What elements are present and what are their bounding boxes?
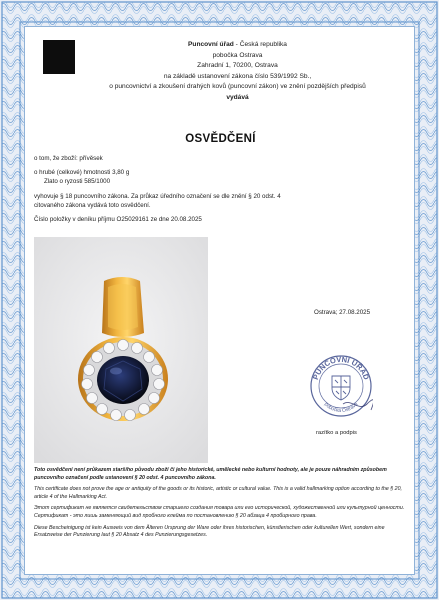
law-title: o puncovnictví a zkoušení drahých kovů (puncovní zákon) ve znění pozdějších předpisů (109, 83, 366, 91)
certificate-sheet (24, 26, 415, 575)
place-and-date: Ostrava; 27.08.2025 (314, 309, 371, 316)
certificate-body (34, 154, 404, 224)
office-name: Puncovní úřad (188, 41, 234, 48)
certificate-title: OSVĚDČENÍ (185, 133, 256, 145)
disclaimer-footer (34, 467, 406, 544)
disclaimer-ru: Этот сертификат не является свидетельством старшего создания товара или его исторической, художественной или культурной ценности. Сертификат - это лишь заменяющий вид пробного клейма по постановлению § 20 абзаца 4 пробирного права. (34, 505, 405, 519)
pendant-image (34, 237, 208, 463)
compliance-line-2: citovaného zákona vydává toto osvědčení. (34, 201, 151, 209)
disclaimer-en: This certificate does not prove the age or antiquity of the goods or its historic, artistic or cultural value. This is a valid hallmarking option according to the § 20, article 4 of the Hallmarking Act. (34, 486, 403, 500)
compliance-line-1: vyhovuje § 18 puncovního zákona. Za průkaz úředního označení se dle znění § 20 odst. 4 (34, 192, 281, 200)
goods-subject: o tom, že zboží: přívěsek (34, 155, 103, 162)
redacted-logo (43, 40, 75, 74)
header (85, 40, 390, 104)
stamp-top-text: PUNCOVNÍ ÚŘAD (310, 354, 372, 381)
header-office-line (85, 40, 390, 51)
goods-weight: o hrubé (celkové) hmotnosti 3,80 g (34, 169, 130, 177)
goods-material: Zlato o ryzosti 585/1000 (44, 178, 111, 186)
law-reference: na základě ustanovení zákona číslo 539/1992 Sb., (163, 72, 312, 80)
pendant-photo (34, 237, 208, 463)
stamp-label: razítko a podpis (316, 430, 357, 436)
disclaimer-de: Diese Bescheinigung ist kein Ausweis von dem Älteren Ursprung der Ware oder ihres historischen, künstlerischen oder kulturellen Wert, sondern eine Ersatzweise der Punzierung laut § 20 Absatz 4 des Punzierungsgesetzes. (34, 524, 385, 539)
office-address: Zahradní 1, 70200, Ostrava (197, 62, 278, 70)
disclaimer-cz: Toto osvědčení není průkazem staršího původu zboží či jeho historické, umělecké nebo kulturní hodnoty, ale je pouze náhradním způsobem puncovního označení podle ustanovení § 20 odst. 4 puncovního zákona. (34, 467, 387, 481)
branch-name: pobočka Ostrava (212, 51, 263, 59)
official-stamp (309, 354, 373, 418)
office-country: - Česká republika (233, 41, 287, 48)
stamp-bottom-text: pobočka Ostrava (322, 401, 360, 415)
coat-of-arms-icon (332, 376, 350, 400)
issues-label: vydává (226, 93, 249, 101)
log-entry: Číslo položky v deníku příjmu O25029161 ze dne 20.08.2025 (34, 216, 202, 224)
